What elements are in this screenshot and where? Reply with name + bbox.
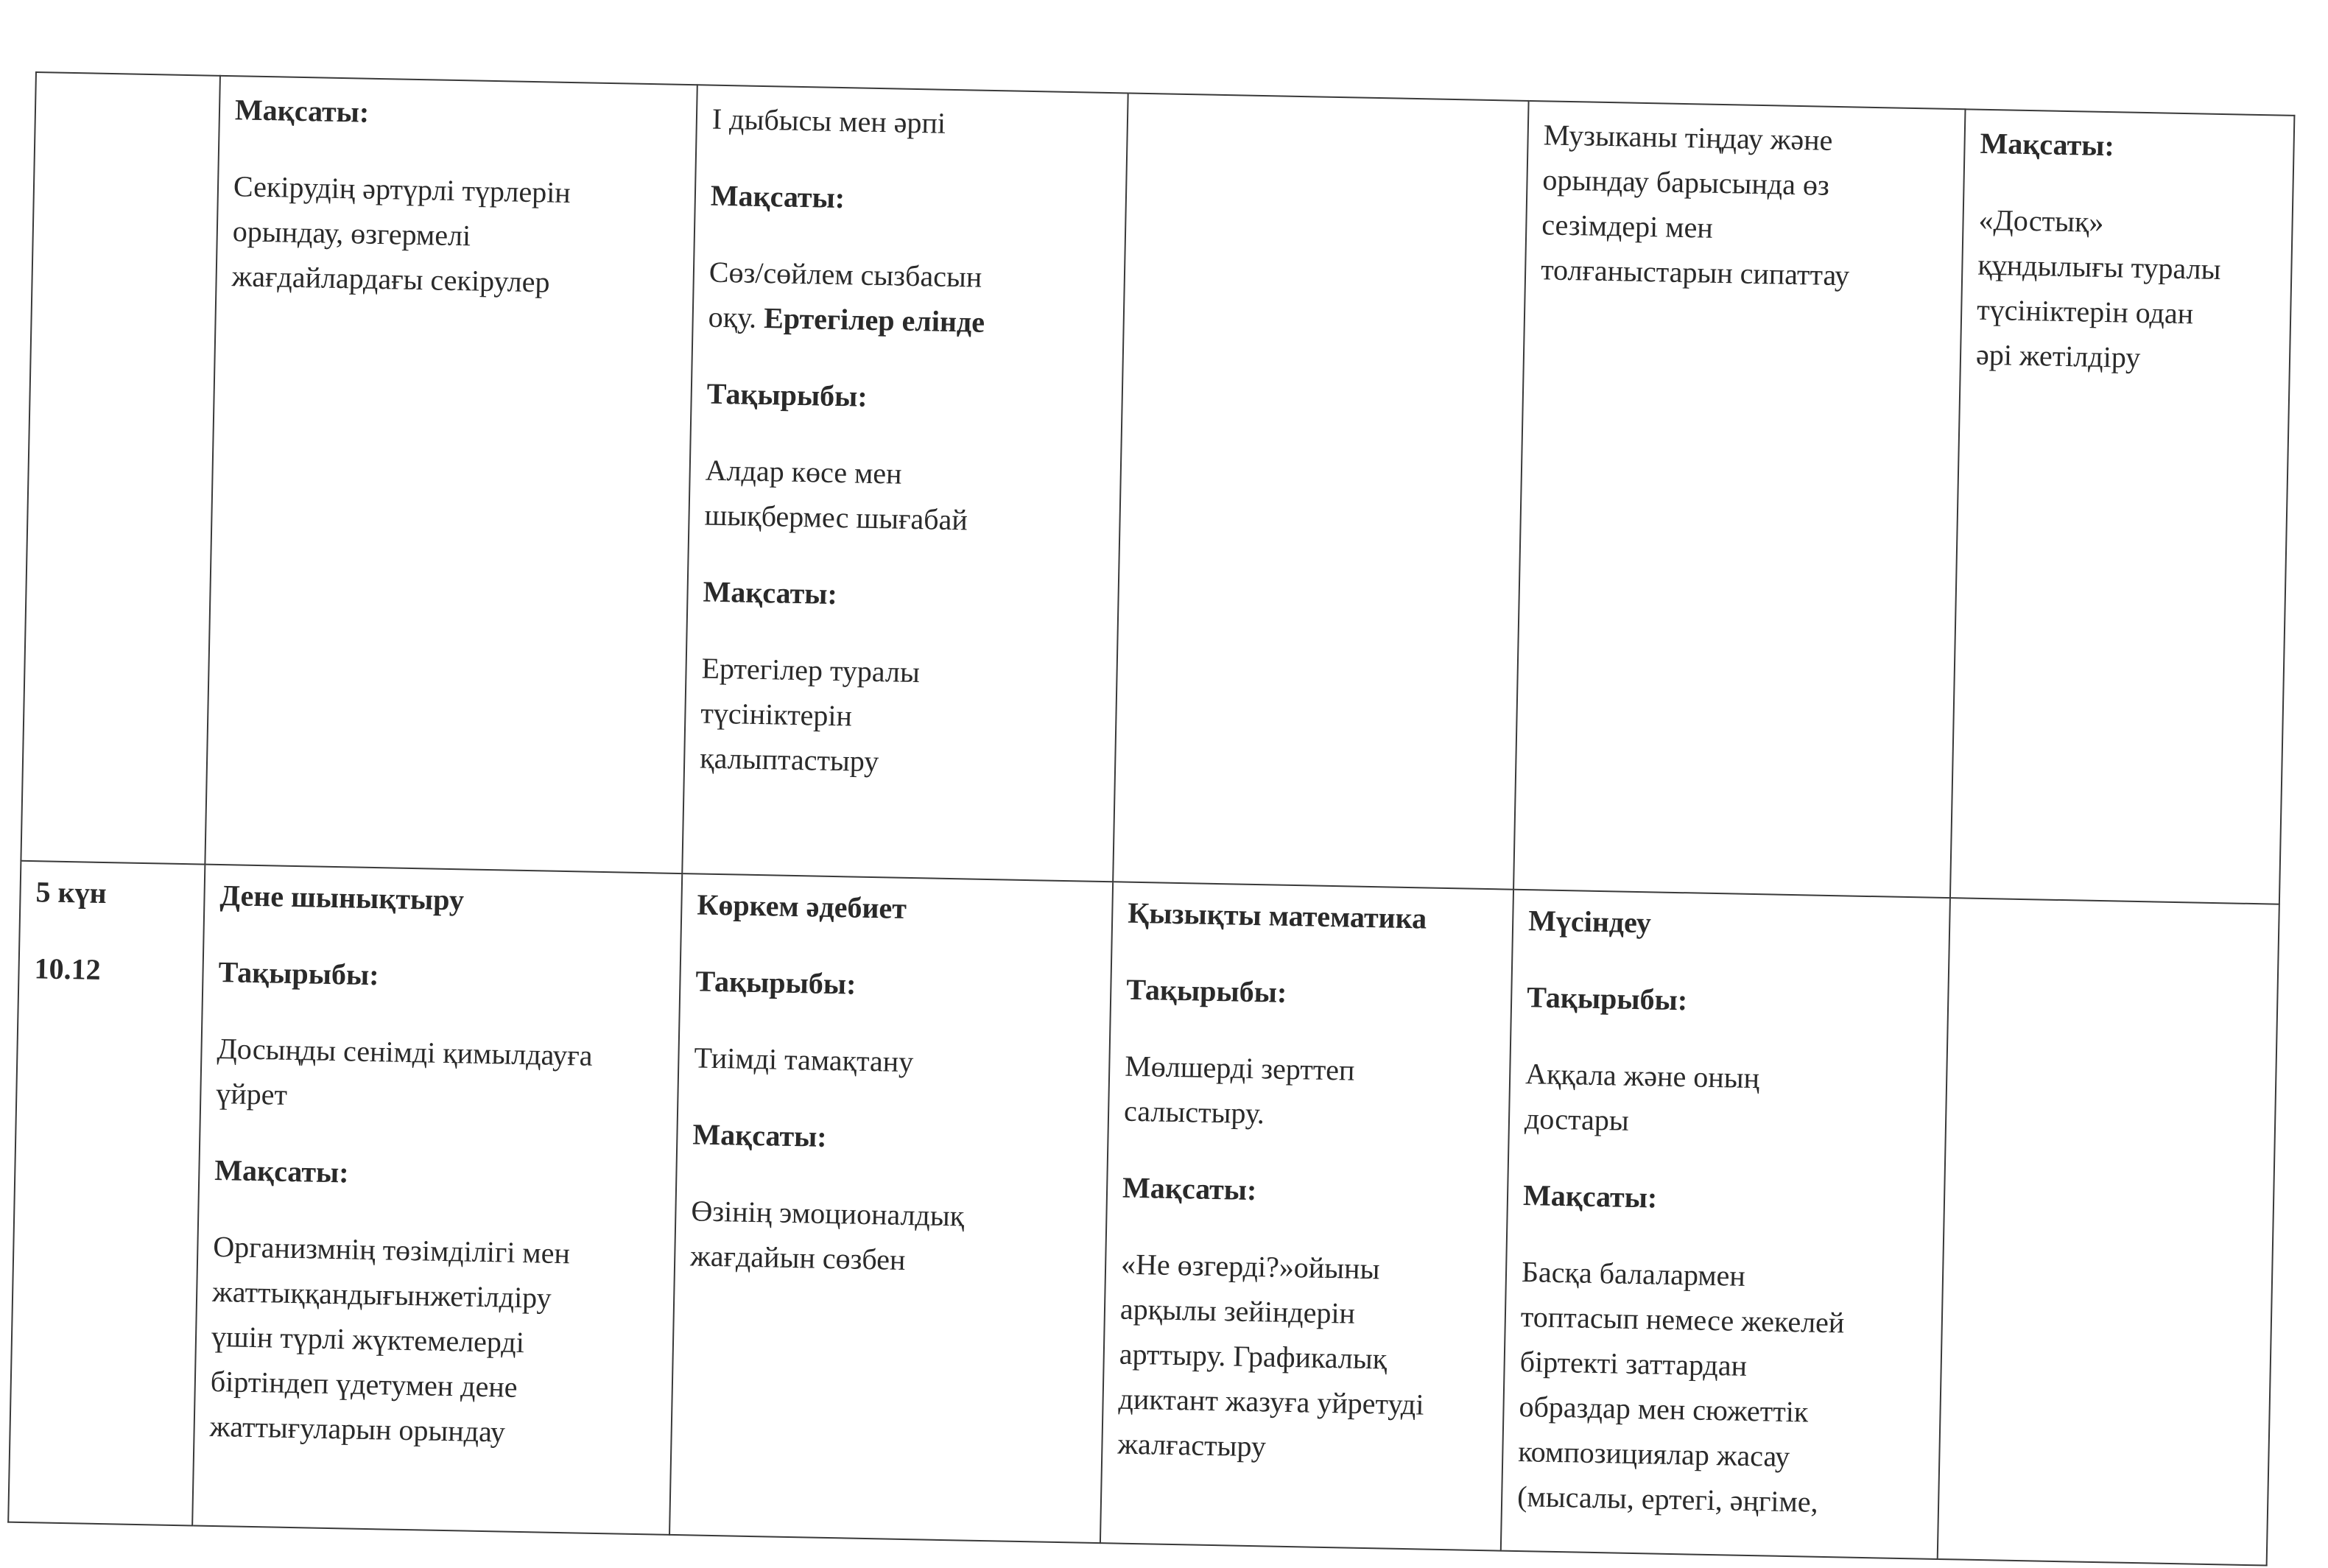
cell-text (694, 1035, 1096, 1087)
text-run: Басқа балалармен топтасып немесе жекелей біртекті заттардан образдар мен сюжеттік композициялар жасау (мысалы, ертегі, әңгіме, (1516, 1255, 1845, 1519)
cell-heading (219, 873, 668, 927)
cell-text (1124, 1044, 1497, 1141)
cell-heading (710, 173, 1112, 225)
text-run: Тақырыбы: (706, 376, 868, 413)
text-run: Организмнің төзімділігі мен жаттыққандығынжетілдіру үшін түрлі жүктемелерді біртіндеп үдетумен дене жаттығуларын орындау (209, 1229, 571, 1449)
cell-text (231, 164, 681, 307)
text-run: «Не өзгерді?»ойыны арқылы зейіндерін арттыру. Графикалық диктант жазуға уйретуді жалғастыру (1117, 1247, 1424, 1463)
text-run: Өзінің эмоционалдық жағдайын сөзбен (689, 1194, 965, 1276)
cell-heading (1122, 1165, 1494, 1217)
cell-text (1117, 1242, 1493, 1474)
table-cell (192, 865, 682, 1535)
text-run: 5 күн (35, 875, 108, 910)
text-run: Тиімді тамақтану (694, 1041, 914, 1079)
lesson-plan-page (7, 71, 2293, 1567)
text-run: Досыңды сенімді қимылдауға үйрет (215, 1031, 593, 1111)
table-cell (1938, 898, 2279, 1565)
text-run: Мөлшерді зерттеп салыстыру. (1123, 1049, 1355, 1131)
cell-heading (1522, 1173, 1930, 1226)
text-run: Аққала және оның достары (1524, 1057, 1760, 1137)
table-cell (21, 72, 220, 865)
table-cell (1950, 109, 2294, 904)
cell-heading (1980, 121, 2280, 172)
text-run: Мүсіндеу (1527, 904, 1652, 940)
text-run: Тақырыбы: (695, 964, 857, 1001)
text-run: Тақырыбы: (1526, 980, 1688, 1017)
text-run: Сөз/сөйлем сызбасын оқу. (708, 255, 982, 335)
cell-text (690, 1188, 1093, 1285)
table-cell (205, 76, 697, 873)
text-run: Мақсаты: (710, 178, 845, 215)
cell-heading (34, 946, 189, 994)
cell-heading (697, 882, 1099, 934)
text-run: Мақсаты: (1122, 1170, 1257, 1207)
text-run: Мақсаты: (214, 1153, 350, 1189)
cell-text (708, 250, 1111, 347)
table-row (21, 72, 2294, 904)
table-cell (1100, 882, 1513, 1550)
table-cell (682, 85, 1128, 882)
cell-heading (214, 1147, 663, 1201)
cell-text (1976, 197, 2279, 383)
text-run: Музыканы тіңдау және орындау барысында өз сезімдері мен толғаныстарын сипаттау (1540, 118, 1850, 292)
text-run: Алдар көсе мен шықбермес шығабай (704, 453, 968, 537)
table-row (8, 861, 2279, 1566)
cell-text (711, 96, 1114, 149)
cell-heading (695, 958, 1097, 1010)
text-run: Мақсаты: (703, 574, 838, 611)
table-cell (1501, 890, 1950, 1559)
text-run: Тақырыбы: (1125, 972, 1287, 1009)
cell-heading (1528, 898, 1936, 951)
text-run: Көркем әдебиет (697, 887, 907, 925)
text-run: Мақсаты: (1522, 1178, 1658, 1214)
text-run: 10.12 (34, 952, 102, 986)
cell-heading (35, 869, 191, 917)
text-run: Мақсаты: (692, 1117, 828, 1153)
cell-heading (1128, 890, 1499, 943)
cell-text (1524, 1051, 1933, 1149)
cell-heading (706, 371, 1108, 423)
lesson-plan-table (7, 71, 2295, 1567)
text-run: Қызықты математика (1127, 896, 1427, 935)
text-run: Мақсаты: (1980, 126, 2115, 163)
cell-text (209, 1224, 661, 1458)
text-run: Тақырыбы: (218, 955, 379, 992)
text-run: Дене шынықтыру (219, 879, 465, 917)
cell-heading (218, 949, 667, 1003)
cell-heading (1527, 974, 1935, 1027)
cell-text (704, 448, 1107, 545)
table-cell (1113, 93, 1528, 889)
cell-text (700, 646, 1103, 788)
cell-text (1517, 1249, 1930, 1527)
cell-heading (1126, 967, 1498, 1019)
table-cell (1513, 101, 1965, 898)
text-run: І дыбысы мен әрпі (711, 102, 946, 140)
text-run: «Достық» құндылығы туралы түсініктерін одан әрі жетілдіру (1975, 203, 2221, 374)
cell-heading (234, 87, 683, 141)
cell-heading (703, 569, 1105, 622)
cell-heading (692, 1111, 1094, 1164)
cell-text (216, 1026, 665, 1125)
text-run: Ертегілер туралы түсініктерін қалыптастыру (699, 651, 921, 778)
text-run: Секірудің әртүрлі түрлерін орындау, өзгермелі жағдайлардағы секірулер (231, 169, 572, 299)
text-run: Мақсаты: (234, 93, 370, 129)
cell-text (1541, 112, 1952, 300)
table-cell (669, 873, 1113, 1543)
bold-text-run: Ертегілер елінде (763, 301, 985, 339)
table-cell (8, 861, 205, 1526)
